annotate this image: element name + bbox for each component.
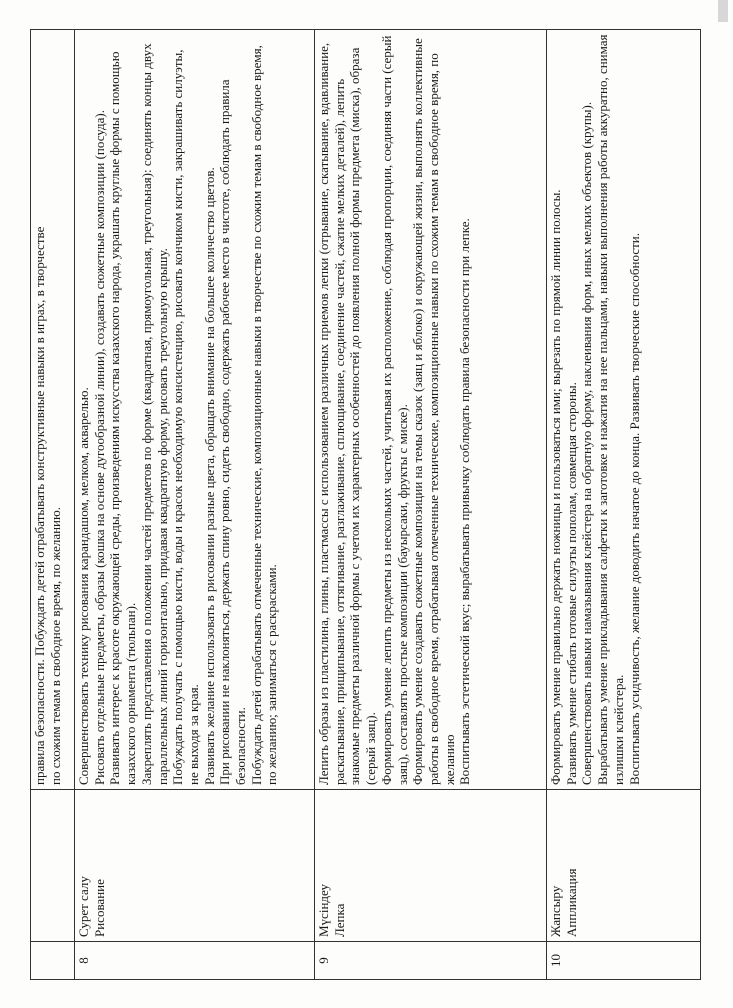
row-number (31, 942, 75, 980)
description-cell (75, 30, 315, 790)
description-line: Развивать умение стибать готовые силуэты пополам, совмещая стороны. (563, 382, 579, 785)
description-line: Развивать желание использовать в рисовании разные цвета, обращать внимание на большее количество цветов. (201, 167, 217, 785)
description-line: Рисовать отдельные предметы, образы (кошка на основе дугообразной линии), создавать сюжетные композиции (посуда). (91, 110, 107, 785)
description-cell (31, 30, 75, 790)
rotated-document-page (30, 30, 700, 980)
description-line: Лепить образы из пластилина, глины, пластмассы с использованием различных приемов лепки (отрывание, скатывание, вдавливание, раскатывание, прищипывание, оттягивание, разглаживание, сплющивание, соединение частей, сжатие мелких деталей), лепить знакомые предметы различной формы с учетом их характерных особенностей до появления полной формы предмета (миска), образа (серый заяц). (316, 42, 379, 785)
row-number: 9 (315, 942, 547, 980)
description-line: Формировать умение лепить предметы из нескольких частей, учитывая их расположение, соблюдая пропорции, соединяя части (серый заяц), составлять простые композиции (бауырсаки, фрукты с миске). (378, 35, 410, 785)
subject-cell (75, 790, 315, 942)
curriculum-table (30, 29, 701, 980)
scan-corner-mark (718, 0, 728, 22)
subject-cell (315, 790, 547, 942)
table-row (315, 30, 547, 980)
subject-name-russian: Рисование (91, 879, 107, 937)
row-number: 10 (547, 942, 701, 980)
description-cell (547, 30, 701, 790)
subject-name-kazakh: Мүсіндеу (316, 884, 331, 937)
description-line: Побуждать получать с помощью кисти, воды и красок необходимую консистенцию, рисовать кончиком кисти, закрашивать силуэты, не выходя за края. (170, 49, 201, 785)
description-line: по схожим темам в свободное время, по желанию. (47, 507, 63, 785)
description-line: Воспитывать усидчивость, желание доводить начатое до конца. Развивать творческие способности. (626, 233, 642, 785)
description-line: Развивать интерес к красоте окружающей среды, произведениям искусства казахского народа, украшать круглые формы с помощью казахского орнамента (тюльпан). (107, 51, 139, 785)
description-line: Закреплять представления о положении частей предметов по форме (квадратная, прямоугольная, треугольная): соединять концы двух параллельных линий горизонтально, придавая квадратную форму, рисовать треугольную крышу. (138, 43, 170, 785)
subject-name-kazakh: Сурет салу (76, 876, 91, 937)
table-row (31, 30, 75, 980)
description-line: При рисовании не наклоняться, держать спину ровно, сидеть свободно, содержать рабочее место в чистоте, соблюдать правила безопасности. (217, 79, 249, 785)
table-row (547, 30, 701, 980)
description-line: Воспитывать эстетический вкус; вырабатывать привычку соблюдать правила безопасности при лепке. (457, 218, 473, 785)
subject-name-russian: Аппликация (563, 868, 579, 937)
description-line: Совершенствовать навыки намазывания клейстера на обратную форму, наклеивания форм, иных мелких объектов (крупы). Вырабатывать умение прикладывания салфетки к заготовке и нажатия на нее пальцами, навыки выполнения работы аккуратно, снимая излишки клейстера. (579, 34, 626, 785)
description-line: Побуждать детей отрабатывать отмеченные технические, композиционные навыки в творчестве по схожим темам в свободное время, по желанию; заниматься с раскрасками. (248, 45, 280, 785)
description-line: Совершенствовать технику рисования карандашом, мелком, акварелью. (76, 387, 91, 785)
description-line: Формировать умение правильно держать ножницы и пользоваться ими; вырезать по прямой линии полосы. (548, 189, 563, 785)
description-line: правила безопасности. Побуждать детей отрабатывать конструктивные навыки в играх, в творчестве (32, 226, 47, 785)
subject-cell (31, 790, 75, 942)
description-cell (315, 30, 547, 790)
description-line: Формировать умение создавать сюжетные композиции на темы сказок (заяц и яблоко) и окружающей жизни, выполнять коллективные работы в свободное время, отрабатывая отмеченные технические, композиционные навыки по схожим темам в свободное время, по желанию (410, 38, 457, 785)
subject-cell (547, 790, 701, 942)
subject-name-russian: Лепка (331, 903, 347, 937)
subject-name-kazakh: Жапсыру (548, 885, 563, 937)
row-number: 8 (75, 942, 315, 980)
table-row (75, 30, 315, 980)
